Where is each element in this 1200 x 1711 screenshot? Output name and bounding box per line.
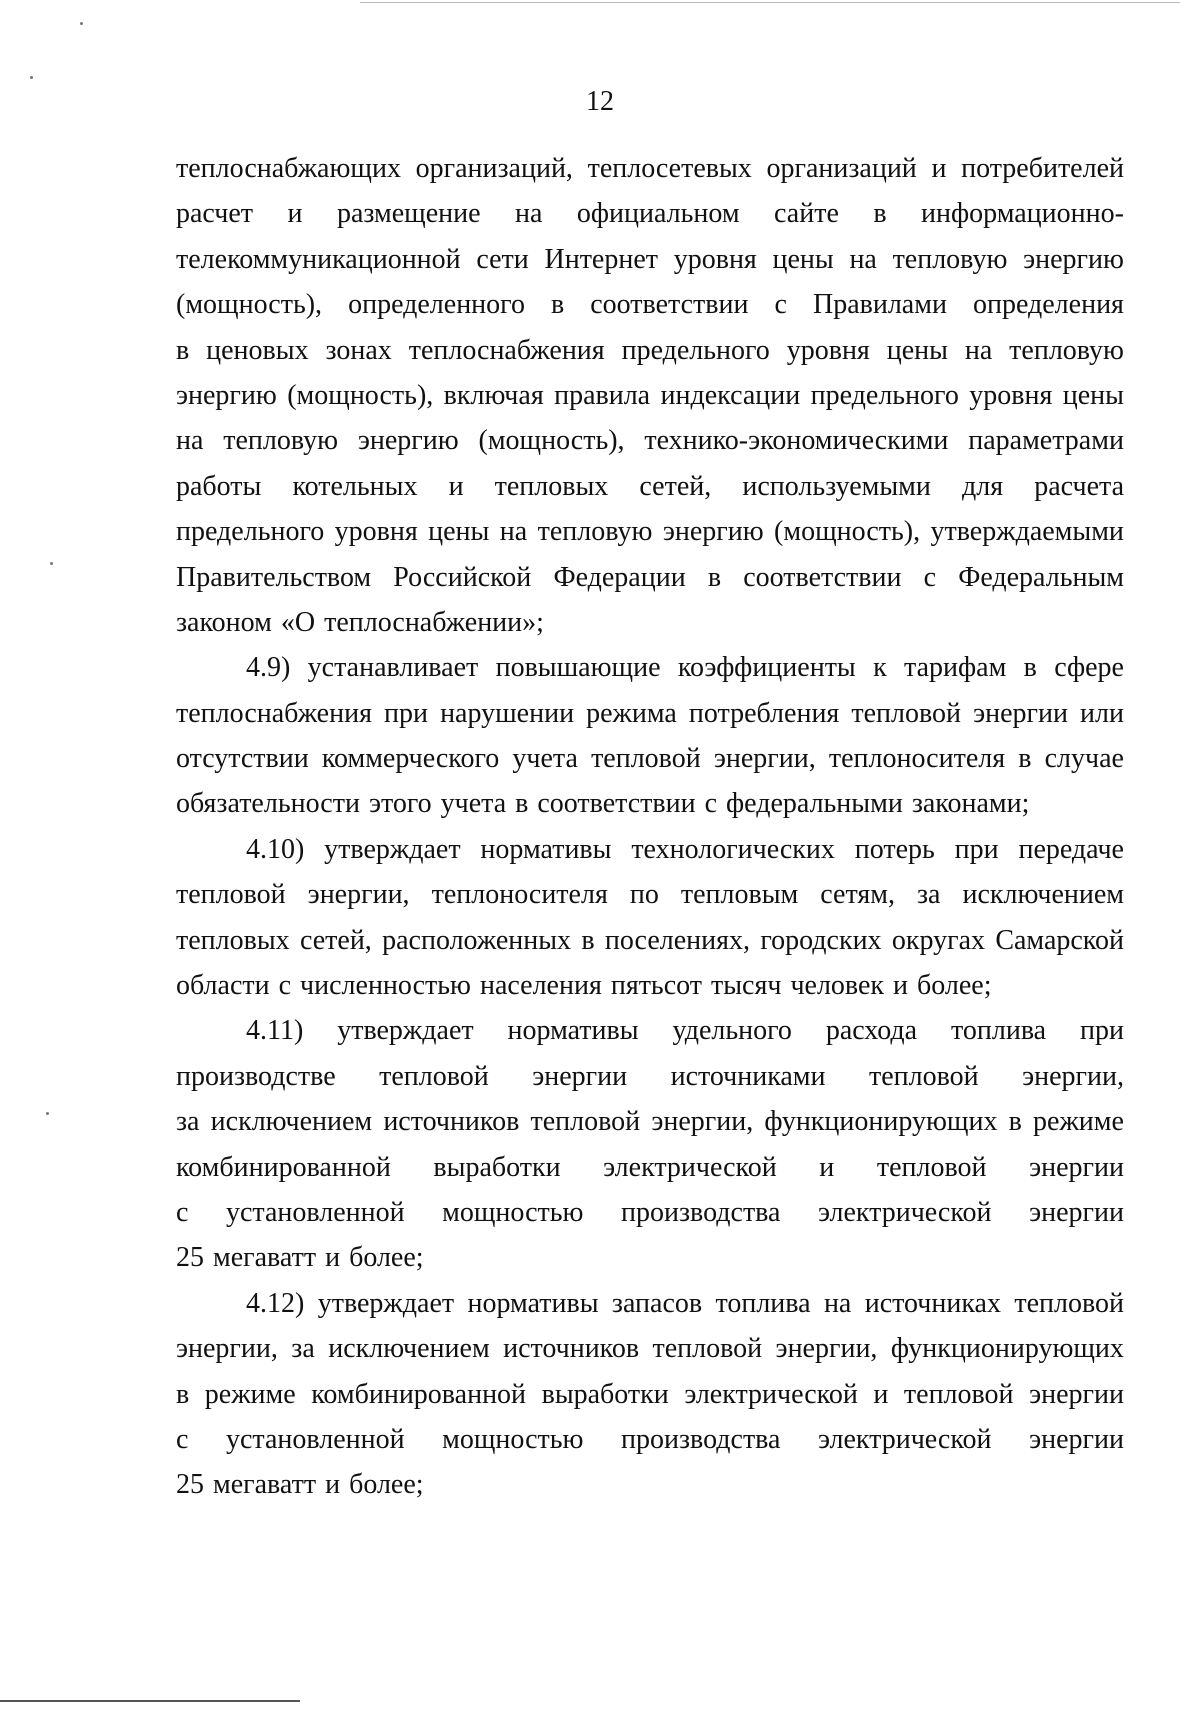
text-line: производстве тепловой энергии источниками тепловой энергии, <box>176 1060 1124 1092</box>
paragraph-first-line: 4.9) устанавливает повышающие коэффициенты к тарифам в сфере <box>246 652 1124 684</box>
paragraph-first-line: 4.12) утверждает нормативы запасов топлива на источниках тепловой <box>246 1287 1124 1319</box>
paragraph-first-line: 4.10) утверждает нормативы технологических потерь при передаче <box>246 833 1124 865</box>
text-line: комбинированной выработки электрической и тепловой энергии <box>176 1151 1124 1183</box>
paragraph-first-line: 4.11) утверждает нормативы удельного расхода топлива при <box>246 1015 1124 1047</box>
text-line: области с численностью населения пятьсот тысяч человек и более; <box>176 970 992 1002</box>
text-line: с установленной мощностью производства электрической энергии <box>176 1423 1124 1455</box>
text-line: отсутствии коммерческого учета тепловой энергии, теплоносителя в случае <box>176 743 1124 775</box>
text-line: обязательности этого учета в соответствии с федеральными законами; <box>176 788 1030 820</box>
text-line: с установленной мощностью производства электрической энергии <box>176 1196 1124 1228</box>
text-line: за исключением источников тепловой энергии, функционирующих в режиме <box>176 1106 1124 1138</box>
text-line: энергии, за исключением источников тепловой энергии, функционирующих <box>176 1333 1124 1365</box>
text-line: 25 мегаватт и более; <box>176 1469 424 1501</box>
text-line: тепловых сетей, расположенных в поселениях, городских округах Самарской <box>176 924 1124 956</box>
text-line: 25 мегаватт и более; <box>176 1242 424 1274</box>
text-line: теплоснабжающих организаций, теплосетевых организаций и потребителей <box>176 153 1124 184</box>
text-line: телекоммуникационной сети Интернет уровня цены на тепловую энергию <box>176 243 1124 275</box>
text-line: в ценовых зонах теплоснабжения предельного уровня цены на тепловую <box>176 334 1124 366</box>
scan-edge-top <box>360 2 1180 3</box>
text-line: законом «О теплоснабжении»; <box>176 606 544 638</box>
text-line: предельного уровня цены на тепловую энергию (мощность), утверждаемыми <box>176 516 1124 548</box>
text-line: в режиме комбинированной выработки электрической и тепловой энергии <box>176 1378 1124 1410</box>
text-line: тепловой энергии, теплоносителя по тепловым сетям, за исключением <box>176 879 1124 911</box>
text-line: Правительством Российской Федерации в соответствии с Федеральным <box>176 561 1124 593</box>
text-line: теплоснабжения при нарушении режима потребления тепловой энергии или <box>176 697 1124 729</box>
text-line: работы котельных и тепловых сетей, используемыми для расчета <box>176 470 1124 502</box>
document-body <box>176 146 1124 1508</box>
text-line: расчет и размещение на официальном сайте в информационно- <box>176 198 1124 230</box>
scan-speck <box>30 76 33 79</box>
scan-speck <box>46 1112 49 1115</box>
page-number: 12 <box>586 86 614 117</box>
scan-speck <box>50 562 53 565</box>
text-line: энергию (мощность), включая правила индексации предельного уровня цены <box>176 379 1124 411</box>
scan-speck <box>80 22 83 25</box>
text-line: (мощность), определенного в соответствии с Правилами определения <box>176 289 1124 321</box>
scan-edge-bottom <box>0 1700 300 1702</box>
text-line: на тепловую энергию (мощность), технико-экономическими параметрами <box>176 425 1124 457</box>
